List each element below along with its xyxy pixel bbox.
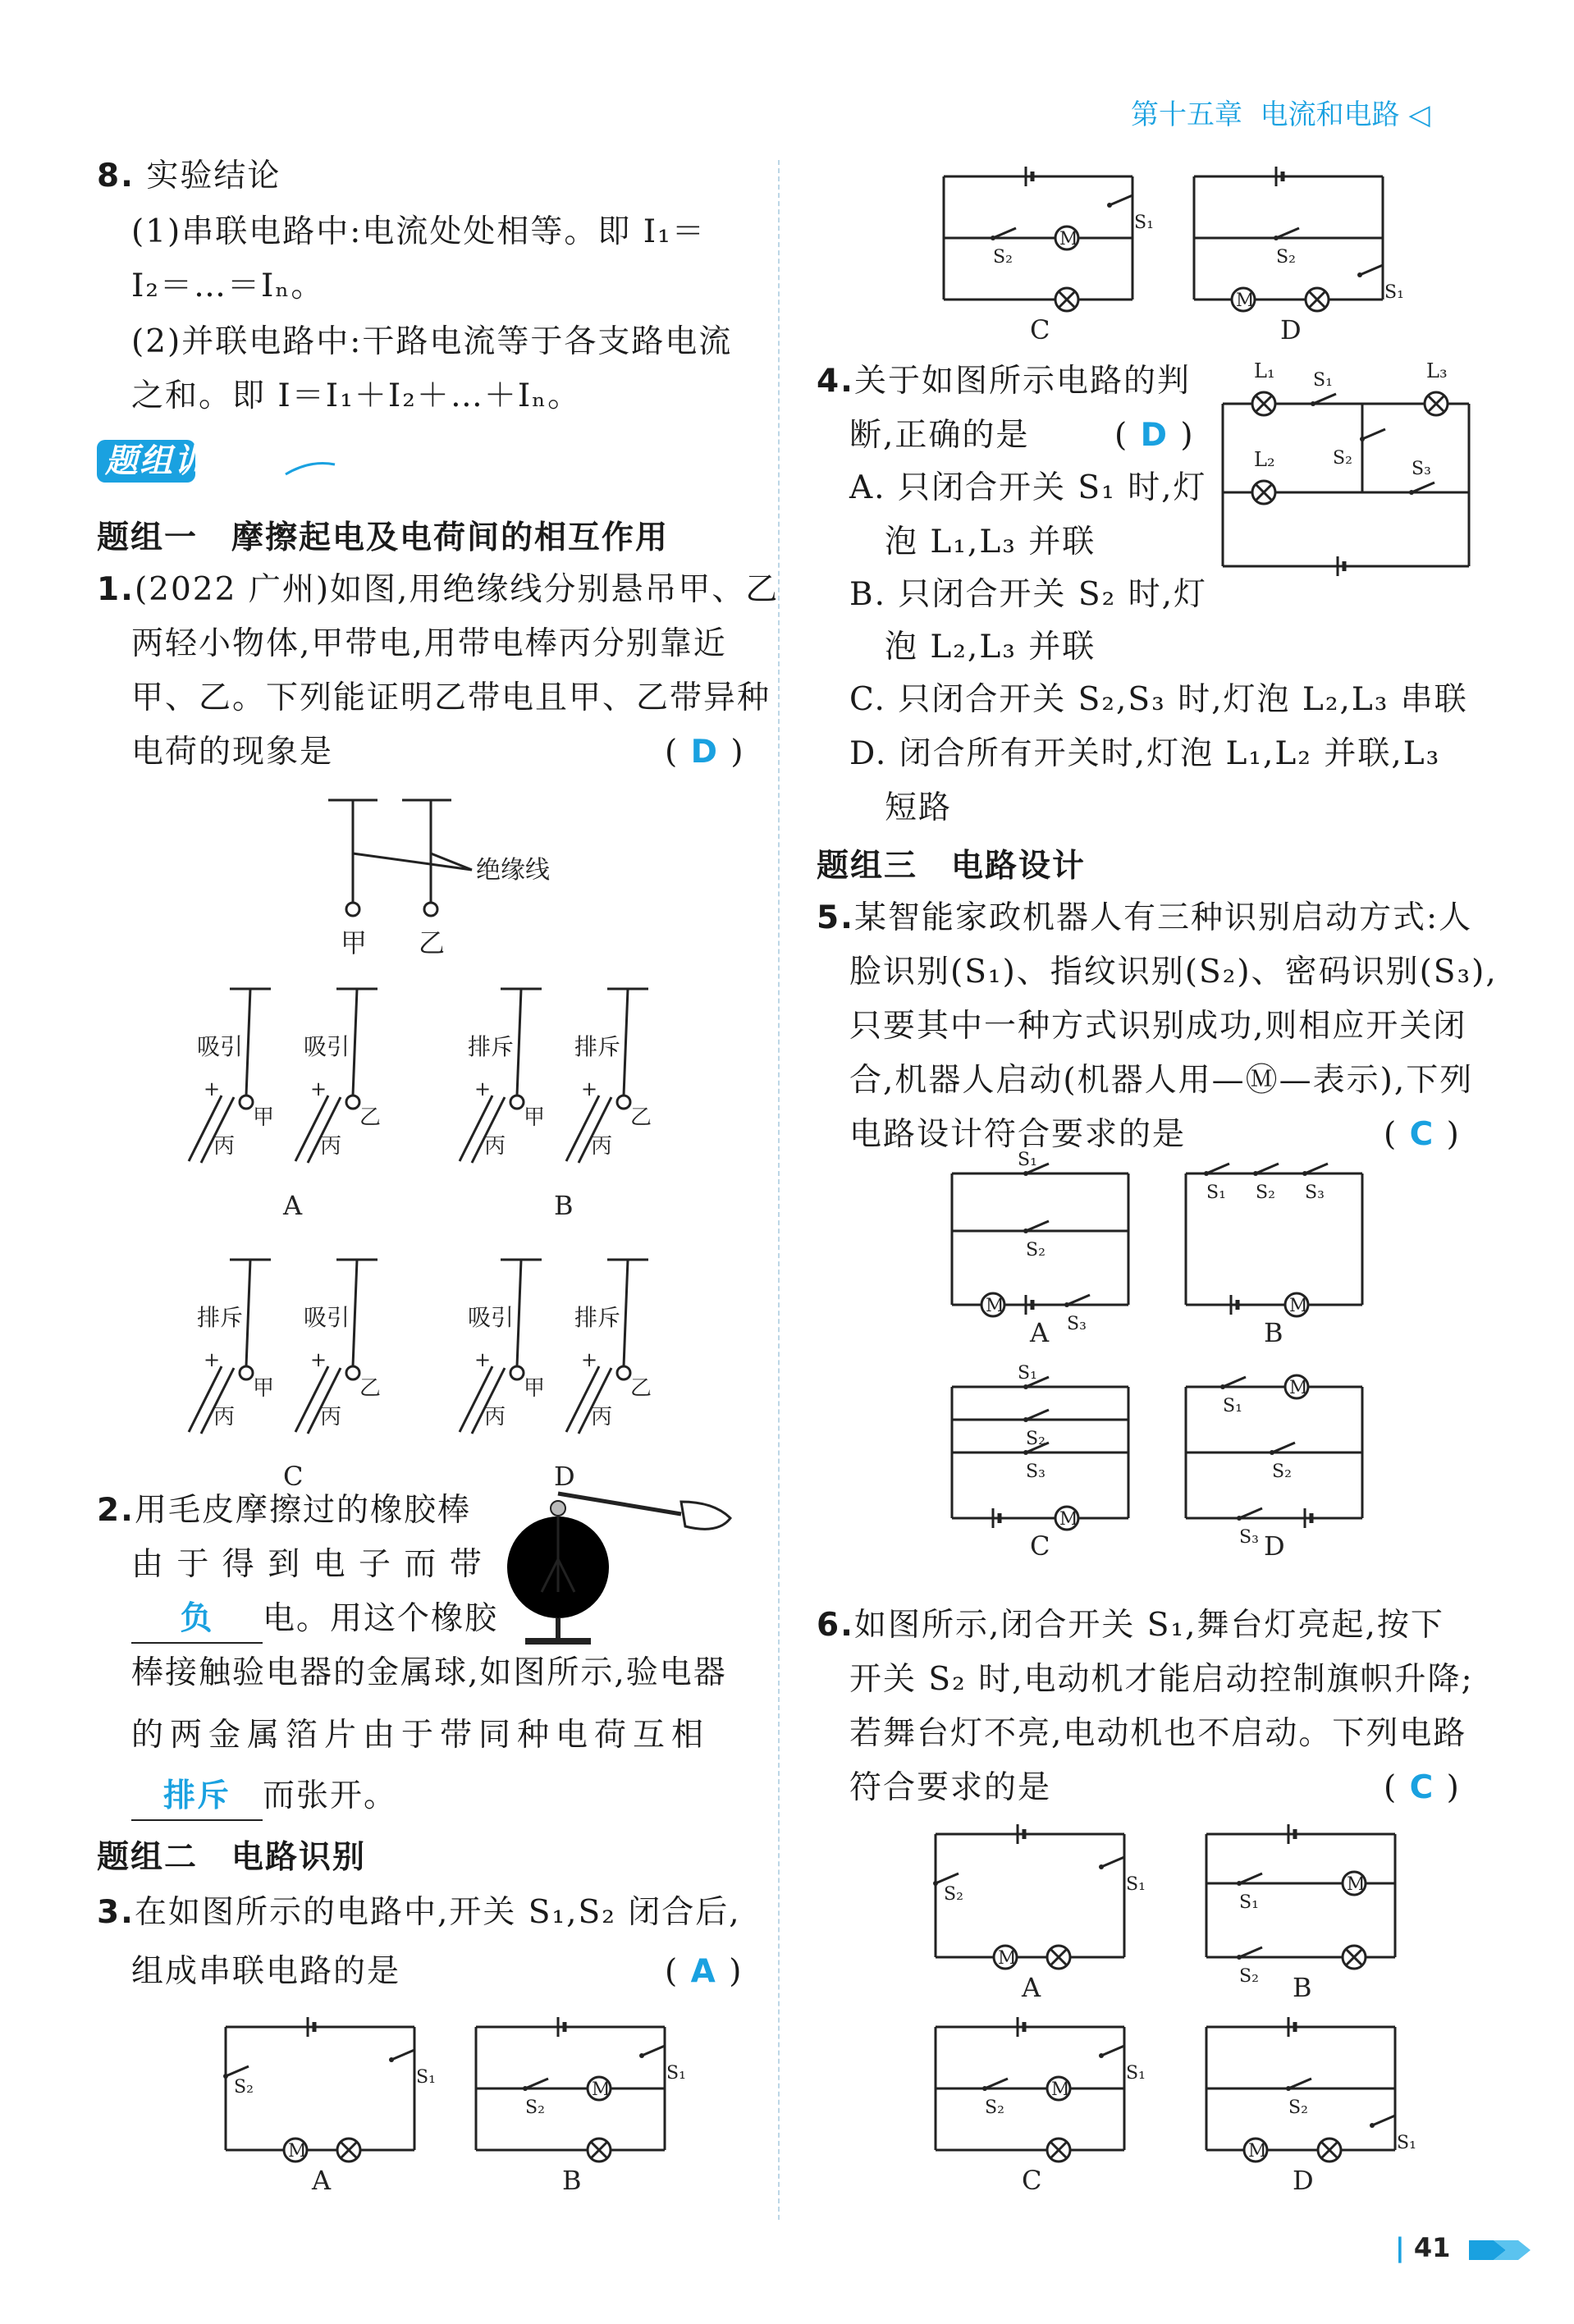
q4-answer: ( D ): [1114, 417, 1195, 454]
switch-label: S₂: [1333, 448, 1352, 469]
option-label: D: [554, 1461, 575, 1492]
option-label: D: [1264, 1530, 1285, 1562]
q3-line2: 组成串联电路的是: [131, 1953, 401, 1990]
group1-heading: 题组一 摩擦起电及电荷间的相互作用: [97, 519, 670, 556]
column-divider: [778, 160, 780, 2220]
footer-decoration-icon: [1469, 2234, 1535, 2267]
hanging-ball: [240, 1366, 253, 1379]
force-label: 吸引: [304, 1033, 350, 1060]
q4-option-d2: 短路: [885, 789, 953, 826]
switch-label: S₃: [1412, 459, 1431, 479]
lamp-label: L₃: [1426, 359, 1448, 382]
switch-lever: [1101, 2046, 1124, 2056]
q6-line3: 若舞台灯不亮,电动机也不启动。下列电路: [849, 1715, 1467, 1752]
yi-label: 乙: [419, 927, 446, 958]
hanging-ball: [510, 1366, 524, 1379]
switch-lever: [1256, 1164, 1279, 1173]
switch-label: S₃: [1239, 1527, 1259, 1548]
hanging-ball: [510, 1096, 524, 1109]
motor-label: M: [1051, 2079, 1070, 2100]
q5-line2: 脸识别(S₁)、指纹识别(S₂)、密码识别(S₃),: [849, 954, 1498, 990]
q3-circuits-ab: [213, 2002, 722, 2216]
switch-lever: [985, 2079, 1008, 2088]
q1-line1: 1.(2022 广州)如图,用绝缘线分别悬吊甲、乙: [97, 571, 780, 608]
object-label: 甲: [524, 1105, 546, 1130]
suspension-figure: [320, 788, 550, 968]
q4-line2: 断,正确的是: [849, 417, 1030, 454]
q2-line5: 的两金属箔片由于带同种电荷互相: [131, 1717, 711, 1754]
group3-heading: 题组三 电路设计: [817, 848, 1087, 885]
switch-label: S₁: [1206, 1183, 1226, 1203]
force-label: 排斥: [574, 1033, 621, 1060]
switch-label: S₁: [416, 2067, 436, 2088]
rod-label: 丙: [591, 1134, 613, 1159]
rod-label: 丙: [213, 1134, 236, 1159]
practice-banner: 题组训练: [97, 435, 335, 487]
object-label: 乙: [630, 1376, 652, 1401]
motor-label: M: [1059, 1509, 1078, 1530]
option-label: B: [554, 1190, 574, 1221]
q6-line4: 符合要求的是: [849, 1769, 1052, 1806]
switch-label: S₂: [1026, 1429, 1046, 1449]
switch-label: S₂: [944, 1884, 963, 1905]
charge-sign: +: [204, 1348, 221, 1371]
lamp-label: L₁: [1254, 359, 1275, 382]
charge-sign: +: [581, 1348, 598, 1371]
q8-title: 8. 实验结论: [97, 158, 281, 194]
switch-label: S₃: [1305, 1183, 1325, 1203]
motor-label: M: [986, 1296, 1004, 1316]
object-label: 乙: [359, 1105, 382, 1130]
switch-label: S₁: [1313, 370, 1333, 391]
switch-lever: [1206, 1164, 1229, 1173]
switch-lever: [1110, 195, 1132, 205]
switch-label: S₁: [666, 2063, 686, 2084]
hanging-ball: [617, 1096, 630, 1109]
option-label: A: [283, 1190, 303, 1221]
q1-answer: ( D ): [665, 734, 745, 771]
switch-lever: [1239, 1508, 1262, 1518]
switch-label: S₁: [1018, 1150, 1037, 1170]
object-label: 甲: [253, 1376, 275, 1401]
switch-label: S₃: [1067, 1314, 1087, 1334]
option-label: A: [1030, 1317, 1050, 1348]
force-label: 排斥: [468, 1033, 515, 1060]
switch-lever: [1101, 1857, 1124, 1867]
rod-label: 丙: [213, 1405, 236, 1430]
q2-line6: 排斥 而张开。: [131, 1769, 397, 1823]
q2-line3: 负 电。用这个橡胶: [131, 1592, 498, 1646]
force-label: 吸引: [468, 1304, 515, 1331]
insulator-label: 绝缘线: [476, 856, 550, 885]
q4-option-b2: 泡 L₂,L₃ 并联: [885, 629, 1096, 666]
switch-lever: [1272, 1443, 1295, 1452]
switch-label: S₁: [1126, 1874, 1146, 1895]
switch-label: S₂: [1026, 1240, 1046, 1260]
switch-lever: [391, 2050, 414, 2060]
force-label: 排斥: [574, 1304, 621, 1331]
switch-lever: [525, 2079, 548, 2088]
switch-lever: [226, 2066, 249, 2076]
q5-circuits: [944, 1150, 1436, 1576]
option-label: C: [1030, 314, 1050, 345]
switch-label: S₂: [1288, 2098, 1308, 2118]
switch-label: S₂: [525, 2098, 545, 2118]
switch-lever: [642, 2046, 665, 2056]
switch-label: S₁: [1018, 1363, 1037, 1384]
rod-label: 丙: [320, 1134, 342, 1159]
switch-lever: [1288, 2079, 1311, 2088]
q6-line2: 开关 S₂ 时,电动机才能启动控制旗帜升降;: [849, 1661, 1474, 1698]
switch-label: S₃: [1026, 1462, 1046, 1482]
object-label: 甲: [253, 1105, 275, 1130]
switch-label: S₁: [1397, 2133, 1416, 2153]
option-label: D: [1293, 2165, 1314, 2196]
switch-lever: [1412, 483, 1434, 492]
q2-blank2[interactable]: 排斥: [131, 1773, 263, 1821]
motor-label: M: [1289, 1296, 1308, 1316]
switch-label: S₁: [1239, 1892, 1259, 1913]
q1-line3: 甲、乙。下列能证明乙带电且甲、乙带异种: [131, 679, 771, 716]
switch-lever: [993, 228, 1016, 238]
switch-lever: [1372, 2116, 1395, 2125]
switch-lever: [1362, 429, 1385, 439]
motor-label: M: [998, 1948, 1017, 1969]
q4-option-b1: B. 只闭合开关 S₂ 时,灯: [849, 576, 1207, 613]
q4-option-d1: D. 闭合所有开关时,灯泡 L₁,L₂ 并联,L₃: [849, 735, 1441, 772]
page-number: | 41: [1395, 2232, 1451, 2263]
rod-label: 丙: [484, 1134, 506, 1159]
object-label: 乙: [630, 1105, 652, 1130]
charge-sign: +: [310, 1077, 327, 1100]
switch-label: S₂: [993, 247, 1013, 268]
q4-line1: 4.关于如图所示电路的判: [817, 363, 1191, 400]
q8-line1: (1)串联电路中:电流处处相等。即 I₁＝: [131, 213, 706, 250]
switch-lever: [936, 1873, 959, 1883]
jia-label: 甲: [341, 927, 368, 958]
switch-lever: [1360, 265, 1383, 275]
force-label: 排斥: [197, 1304, 244, 1331]
motor-label: M: [288, 2141, 307, 2162]
q1-line4: 电荷的现象是: [131, 734, 334, 771]
q6-circuits: [919, 1818, 1477, 2212]
q4-option-c: C. 只闭合开关 S₂,S₃ 时,灯泡 L₂,L₃ 串联: [849, 681, 1468, 718]
q6-line1: 6.如图所示,闭合开关 S₁,舞台灯亮起,按下: [817, 1607, 1444, 1644]
charge-sign: +: [310, 1348, 327, 1371]
switch-label: S₁: [1223, 1396, 1242, 1416]
switch-label: S₁: [1384, 282, 1404, 303]
option-label: A: [312, 2165, 332, 2196]
q1-options-figure: [181, 972, 903, 1530]
motor-label: M: [1347, 1874, 1366, 1895]
switch-label: S₂: [1256, 1183, 1275, 1203]
switch-lever: [1223, 1377, 1246, 1387]
q3-circuits-cd: [936, 160, 1444, 373]
switch-lever: [1313, 394, 1336, 404]
q2-blank1[interactable]: 负: [131, 1596, 263, 1644]
q5-line3: 只要其中一种方式识别成功,则相应开关闭: [849, 1008, 1467, 1045]
motor-label: M: [1289, 1378, 1308, 1398]
q4-circuit: [1215, 361, 1494, 574]
lamp-label: L₂: [1254, 448, 1275, 471]
option-label: A: [1022, 1972, 1041, 2003]
motor-label: M: [592, 2079, 611, 2100]
option-label: B: [1293, 1972, 1312, 2003]
switch-lever: [1026, 1410, 1049, 1420]
group2-heading: 题组二 电路识别: [97, 1839, 367, 1876]
switch-lever: [1026, 1221, 1049, 1231]
rod-label: 丙: [320, 1405, 342, 1430]
q5-answer: ( C ): [1384, 1116, 1461, 1153]
chapter-title: 第十五章 电流和电路 ◁: [1131, 98, 1430, 131]
q8-line2: I₂＝…＝Iₙ。: [131, 268, 325, 304]
hanging-ball: [240, 1096, 253, 1109]
rod-label: 丙: [591, 1405, 613, 1430]
electroscope-figure: [492, 1477, 739, 1666]
switch-lever: [1305, 1164, 1328, 1173]
q2-line1: 2.用毛皮摩擦过的橡胶棒: [97, 1492, 471, 1529]
q2-line4: 棒接触验电器的金属球,如图所示,验电器: [131, 1654, 727, 1691]
force-label: 吸引: [197, 1033, 244, 1060]
q5-line5: 电路设计符合要求的是: [849, 1116, 1187, 1153]
switch-lever: [1276, 228, 1299, 238]
q1-line2: 两轻小物体,甲带电,用带电棒丙分别靠近: [131, 625, 727, 662]
q5-line1: 5.某智能家政机器人有三种识别启动方式:人: [817, 899, 1473, 936]
switch-label: S₂: [1239, 1966, 1259, 1987]
switch-label: S₂: [1272, 1462, 1292, 1482]
switch-label: S₁: [1126, 2063, 1146, 2084]
object-label: 甲: [524, 1376, 546, 1401]
motor-label: M: [1248, 2141, 1267, 2162]
option-label: C: [1030, 1530, 1050, 1562]
charge-sign: +: [474, 1348, 492, 1371]
option-label: B: [1264, 1317, 1283, 1348]
q4-option-a1: A. 只闭合开关 S₁ 时,灯: [849, 469, 1207, 506]
charge-sign: +: [204, 1077, 221, 1100]
rod-label: 丙: [484, 1405, 506, 1430]
q4-option-a2: 泡 L₁,L₃ 并联: [885, 524, 1096, 560]
hanging-ball: [346, 1366, 359, 1379]
charge-sign: +: [474, 1077, 492, 1100]
hanging-ball: [346, 1096, 359, 1109]
force-label: 吸引: [304, 1304, 350, 1331]
q3-line1: 3.在如图所示的电路中,开关 S₁,S₂ 闭合后,: [97, 1894, 741, 1931]
q3-answer: ( A ): [665, 1953, 744, 1990]
option-label: B: [562, 2165, 582, 2196]
motor-label: M: [1236, 290, 1255, 311]
q8-line4: 之和。即 I＝I₁＋I₂＋…＋Iₙ。: [131, 377, 582, 414]
switch-label: S₂: [985, 2098, 1004, 2118]
q6-answer: ( C ): [1384, 1769, 1461, 1806]
switch-label: S₂: [1276, 247, 1296, 268]
q5-line4: 合,机器人启动(机器人用—Ⓜ—表示),下列: [849, 1062, 1474, 1099]
option-label: D: [1280, 314, 1302, 345]
charge-sign: +: [581, 1077, 598, 1100]
switch-lever: [1067, 1295, 1090, 1305]
switch-label: S₁: [1134, 213, 1154, 233]
q8-line3: (2)并联电路中:干路电流等于各支路电流: [131, 323, 733, 360]
switch-label: S₂: [234, 2077, 254, 2098]
switch-lever: [1239, 1873, 1262, 1883]
switch-lever: [1239, 1947, 1262, 1957]
motor-label: M: [1059, 229, 1078, 249]
hanging-ball: [617, 1366, 630, 1379]
object-label: 乙: [359, 1376, 382, 1401]
q2-line2: 由 于 得 到 电 子 而 带: [131, 1546, 483, 1583]
option-label: C: [1022, 2165, 1042, 2196]
option-label: C: [283, 1461, 304, 1492]
